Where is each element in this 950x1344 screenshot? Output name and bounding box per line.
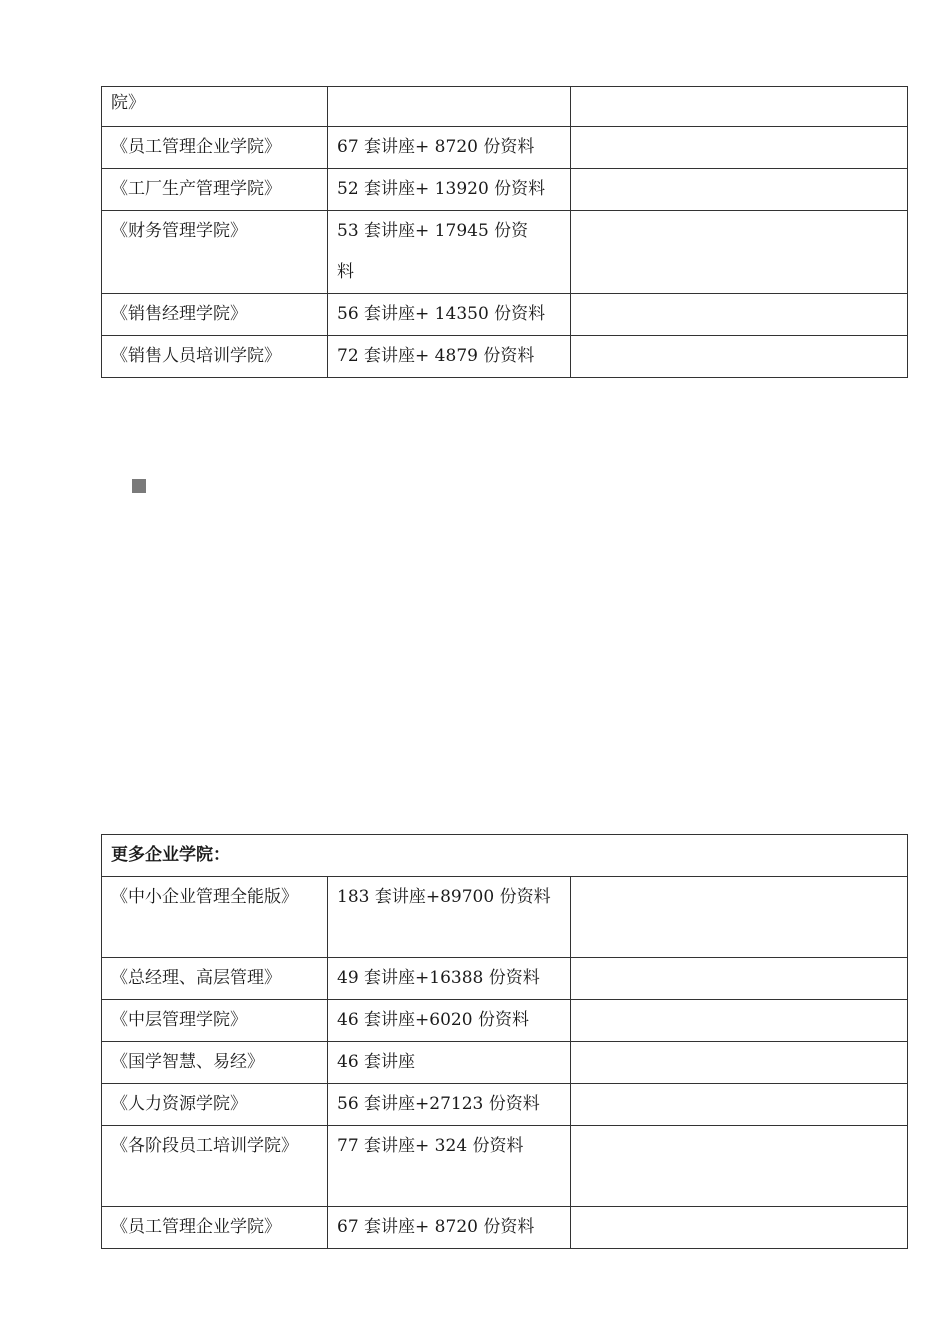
academy-extra-cell	[571, 1042, 908, 1084]
academy-detail-cell: 46 套讲座	[328, 1042, 571, 1084]
academy-extra-cell	[571, 1207, 908, 1249]
table-row	[102, 1042, 908, 1084]
table-row	[102, 169, 908, 211]
academy-name-cell: 《总经理、高层管理》	[102, 958, 328, 1000]
academy-detail-cell: 67 套讲座+ 8720 份资料	[328, 1207, 571, 1249]
academy-extra-cell	[571, 169, 908, 211]
table-row	[102, 1084, 908, 1126]
academy-extra-cell	[571, 294, 908, 336]
academy-name-cell: 《财务管理学院》	[102, 211, 328, 294]
table-row	[102, 336, 908, 378]
academy-detail-cell: 53 套讲座+ 17945 份资料	[328, 211, 571, 294]
table-row	[102, 958, 908, 1000]
academy-extra-cell	[571, 211, 908, 294]
academy-detail-cell	[328, 87, 571, 127]
academy-name-cell: 《国学智慧、易经》	[102, 1042, 328, 1084]
academy-name-cell: 《中层管理学院》	[102, 1000, 328, 1042]
table-row	[102, 127, 908, 169]
academy-name-cell: 《工厂生产管理学院》	[102, 169, 328, 211]
academy-name-cell: 《人力资源学院》	[102, 1084, 328, 1126]
academy-detail-cell: 183 套讲座+89700 份资料	[328, 877, 571, 958]
table-row	[102, 1207, 908, 1249]
section-title: 更多企业学院：	[102, 835, 908, 877]
academy-extra-cell	[571, 958, 908, 1000]
academy-name-cell: 《销售人员培训学院》	[102, 336, 328, 378]
academy-extra-cell	[571, 877, 908, 958]
academy-detail-cell: 49 套讲座+16388 份资料	[328, 958, 571, 1000]
table-row	[102, 211, 908, 294]
academy-extra-cell	[571, 87, 908, 127]
table-header-row	[102, 835, 908, 877]
academy-detail-cell: 67 套讲座+ 8720 份资料	[328, 127, 571, 169]
academy-detail-cell: 56 套讲座+ 14350 份资料	[328, 294, 571, 336]
academy-detail-cell: 77 套讲座+ 324 份资料	[328, 1126, 571, 1207]
academy-name-cell: 院》	[102, 87, 328, 127]
table-row	[102, 877, 908, 958]
academy-extra-cell	[571, 1084, 908, 1126]
table-row	[102, 1000, 908, 1042]
table-row	[102, 1126, 908, 1207]
academy-extra-cell	[571, 336, 908, 378]
academy-name-cell: 《员工管理企业学院》	[102, 127, 328, 169]
academy-name-cell: 《中小企业管理全能版》	[102, 877, 328, 958]
table-row	[102, 294, 908, 336]
academy-extra-cell	[571, 1126, 908, 1207]
academy-table-bottom	[101, 834, 908, 1249]
academy-extra-cell	[571, 127, 908, 169]
academy-detail-cell: 46 套讲座+6020 份资料	[328, 1000, 571, 1042]
table-row	[102, 87, 908, 127]
academy-extra-cell	[571, 1000, 908, 1042]
academy-table-top	[101, 86, 908, 378]
academy-detail-cell: 72 套讲座+ 4879 份资料	[328, 336, 571, 378]
academy-detail-cell: 56 套讲座+27123 份资料	[328, 1084, 571, 1126]
academy-detail-cell: 52 套讲座+ 13920 份资料	[328, 169, 571, 211]
academy-name-cell: 《销售经理学院》	[102, 294, 328, 336]
academy-name-cell: 《各阶段员工培训学院》	[102, 1126, 328, 1207]
square-bullet-icon	[132, 479, 146, 493]
academy-name-cell: 《员工管理企业学院》	[102, 1207, 328, 1249]
